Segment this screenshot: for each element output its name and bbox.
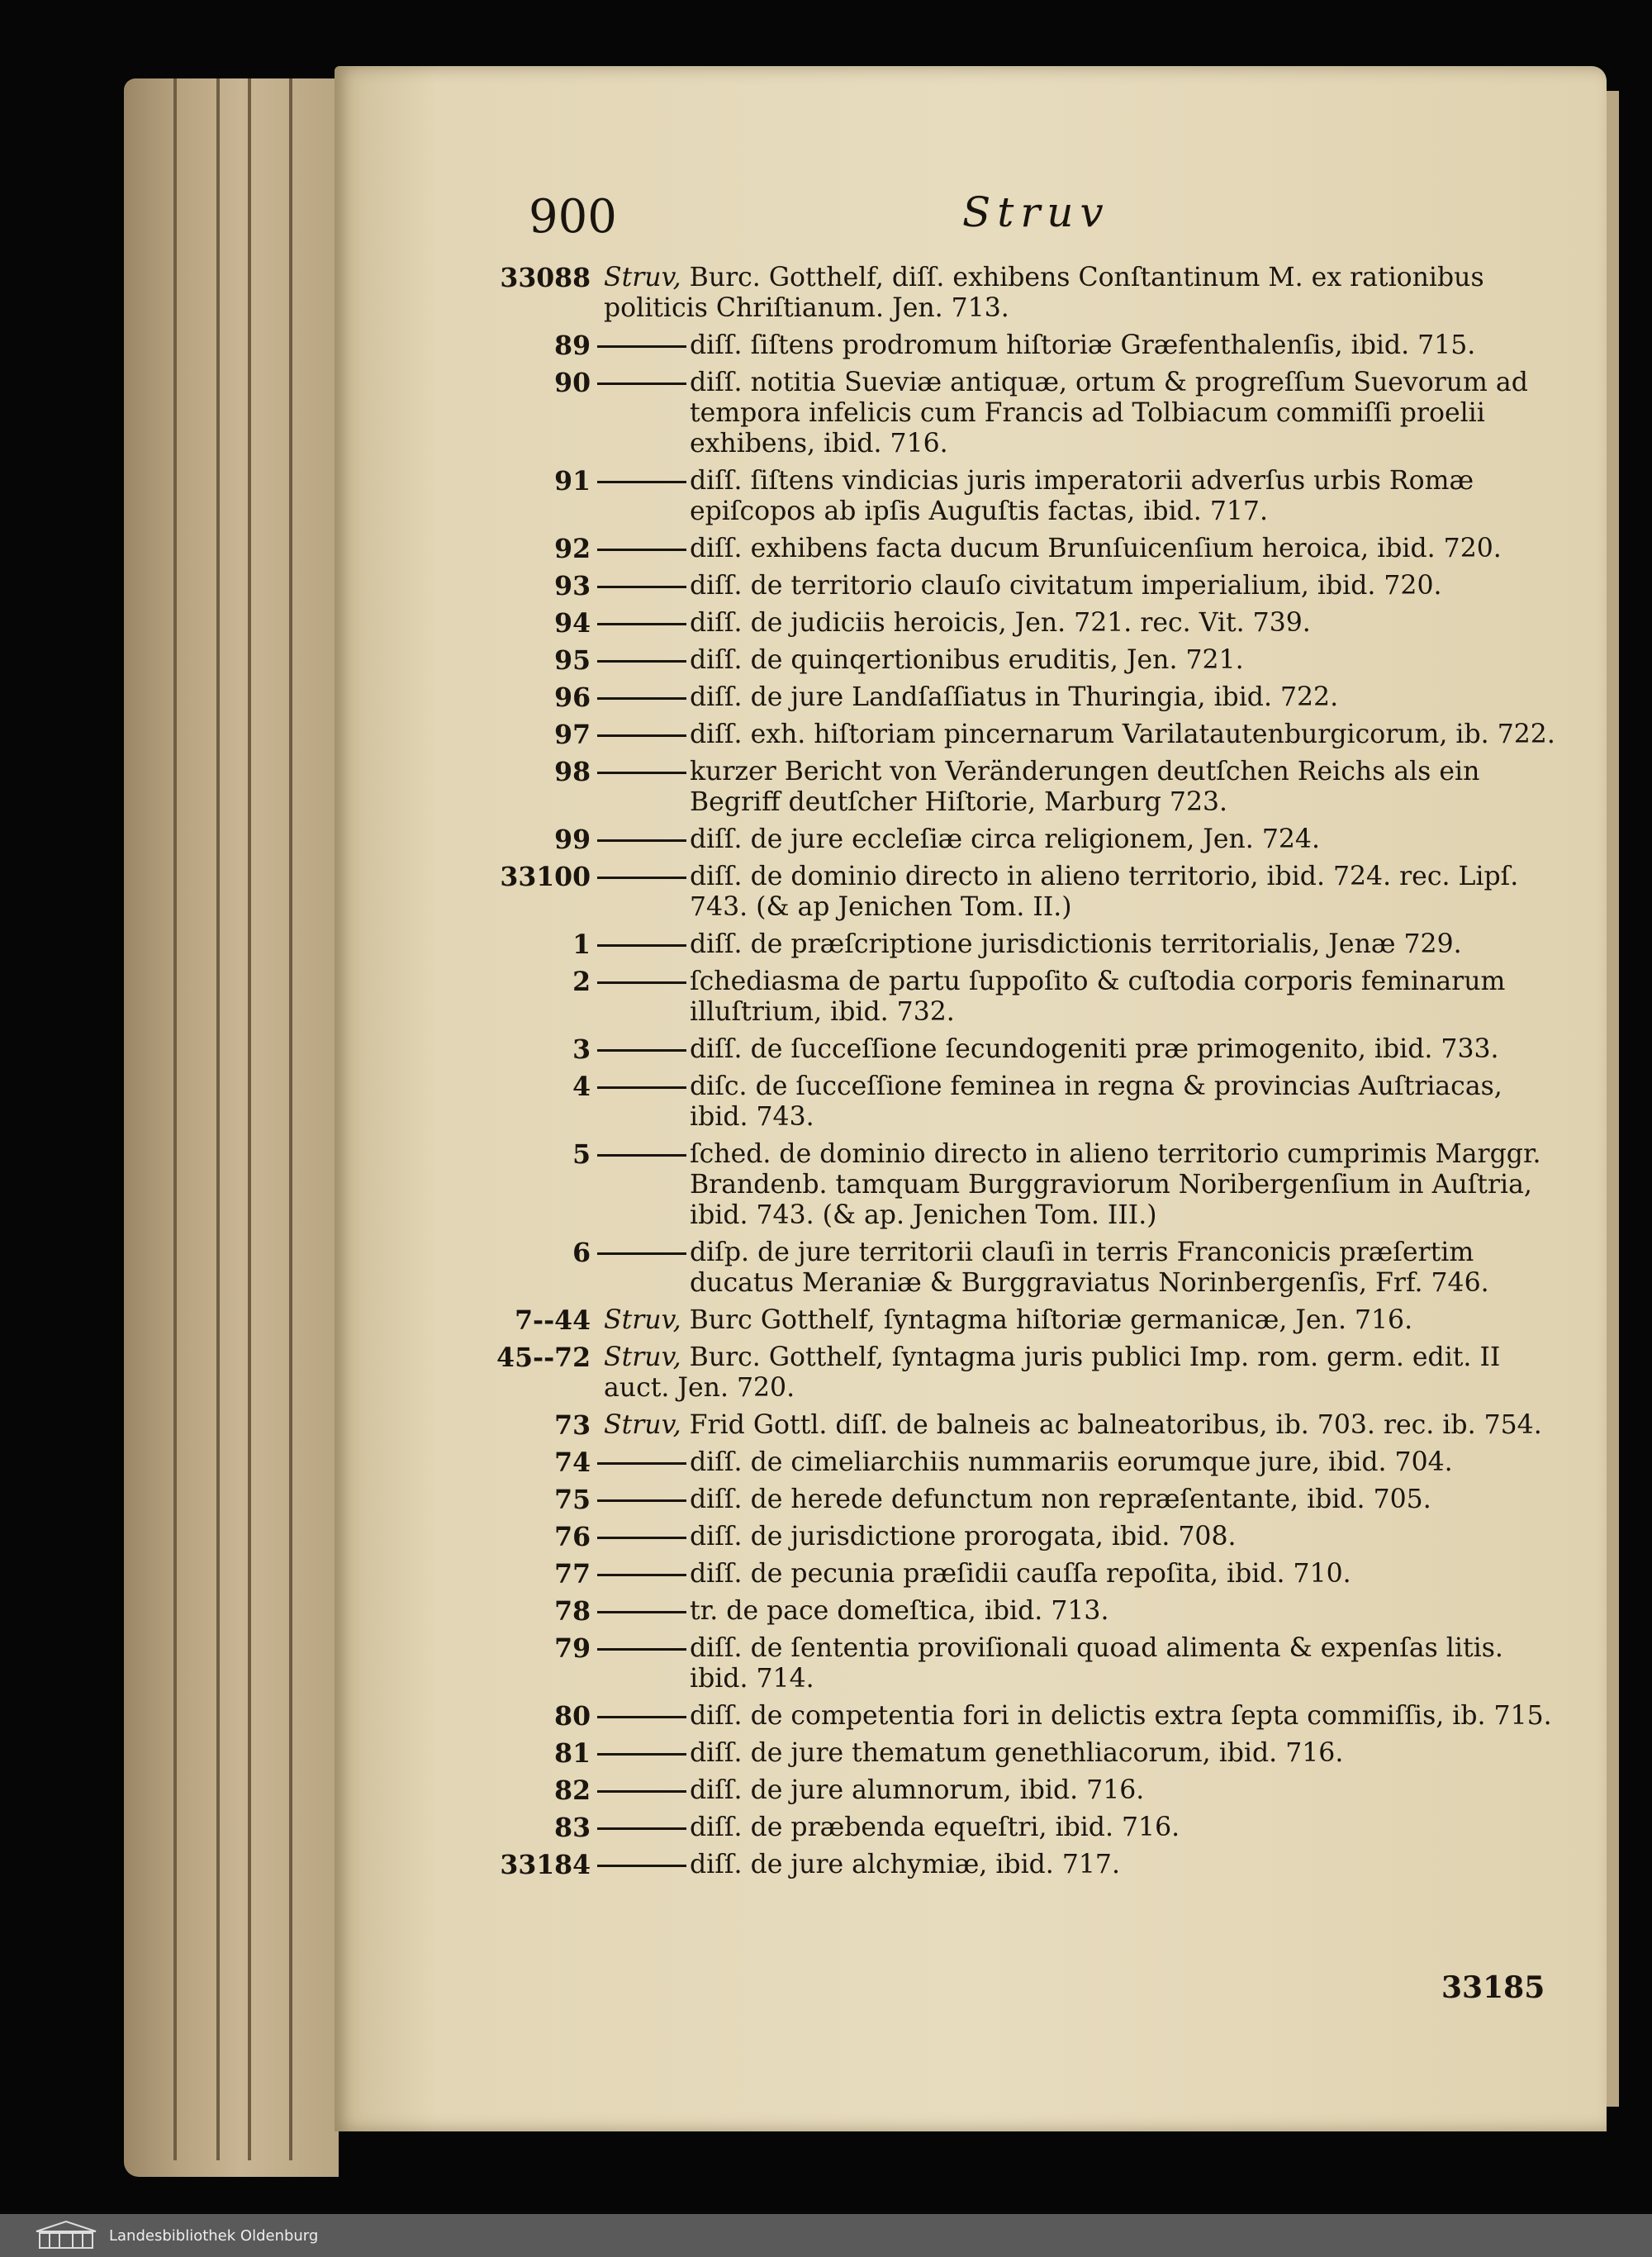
- entry-title: ſched. de dominio directo in alieno territorio cumprimis Marggr. Brandenb. tamquam Burggraviorum Noribergenſium in Auſtria, ibid. 743. (& ap. Jenichen Tom. III.): [690, 1139, 1541, 1230]
- entry-number: 4: [572, 1071, 591, 1102]
- entry-title: diſſ. de herede defunctum non repræſentante, ibid. 705.: [690, 1485, 1431, 1514]
- ditto-dash: [597, 839, 686, 842]
- entry-text: [690, 824, 1561, 855]
- entry-title: diſſ. de jure alchymiæ, ibid. 717.: [690, 1850, 1120, 1879]
- entry-number: 95: [554, 645, 591, 676]
- bibliography-entry: [496, 1738, 1561, 1769]
- catchword: 33185: [1441, 1970, 1545, 2005]
- entry-text: [690, 1596, 1561, 1627]
- entry-number: 93: [554, 571, 591, 601]
- bibliography-entry: [496, 608, 1561, 639]
- entry-text: [690, 1701, 1561, 1732]
- entry-number: 2: [572, 967, 591, 997]
- bibliography-entry: [496, 682, 1561, 713]
- ditto-dash: [597, 1252, 686, 1255]
- entry-number: 79: [554, 1633, 591, 1664]
- entry-number: 94: [554, 608, 591, 639]
- entry-number: 89: [554, 330, 591, 361]
- ditto-dash: [597, 1499, 686, 1502]
- entry-number: 80: [554, 1701, 591, 1732]
- entry-text: [690, 1139, 1561, 1231]
- ditto-dash: [597, 1537, 686, 1539]
- entry-author: Struv,: [604, 1305, 681, 1335]
- bibliography-entry: [496, 466, 1561, 527]
- bibliography-entry: [496, 645, 1561, 676]
- entry-title: Burc Gotthelf, ſyntagma hiſtoriæ germanicæ, Jen. 716.: [689, 1305, 1413, 1335]
- entry-number: 75: [554, 1485, 591, 1515]
- ditto-dash: [597, 1865, 686, 1867]
- bibliography-entry: [496, 263, 1561, 324]
- entry-title: ſchediasma de partu ſuppoſito & cuſtodia corporis feminarum illuſtrium, ibid. 732.: [690, 967, 1506, 1027]
- entry-title: diſſ. de jurisdictione prorogata, ibid. 708.: [690, 1522, 1237, 1551]
- entry-author: Struv,: [604, 1342, 681, 1372]
- entry-title: diſſ. de jure alumnorum, ibid. 716.: [690, 1775, 1145, 1805]
- entry-title: diſſ. ſiſtens prodromum hiſtoriæ Græfenthalenſis, ibid. 715.: [690, 330, 1476, 360]
- entry-text: [690, 1238, 1561, 1299]
- entry-text: [690, 1850, 1561, 1880]
- entry-number: 81: [554, 1738, 591, 1769]
- entry-number: 5: [572, 1139, 591, 1170]
- entry-text: [690, 1813, 1561, 1843]
- ditto-dash: [597, 1611, 686, 1613]
- entry-number: 82: [554, 1775, 591, 1806]
- entry-text: [690, 1633, 1561, 1694]
- entry-title: diſſ. de jure thematum genethliacorum, ibid. 716.: [690, 1738, 1344, 1768]
- ditto-dash: [597, 734, 686, 737]
- ditto-dash: [597, 1086, 686, 1089]
- page-edge-line: [289, 78, 292, 2160]
- entry-text: [690, 368, 1561, 459]
- bibliography-entry: [496, 1238, 1561, 1299]
- ditto-dash: [597, 383, 686, 385]
- page-title: Struv: [962, 188, 1110, 236]
- entry-title: diſſ. exhibens facta ducum Brunſuicenſium heroica, ibid. 720.: [690, 534, 1502, 563]
- bibliography-entry: [496, 1559, 1561, 1589]
- bibliography-entry: [496, 571, 1561, 601]
- entry-title: kurzer Bericht von Veränderungen deutſchen Reichs als ein Begriff deutſcher Hiſtorie, Marburg 723.: [690, 757, 1480, 817]
- bibliography-entry: [496, 1447, 1561, 1478]
- bibliography-entry: [496, 1522, 1561, 1552]
- entry-number: 91: [554, 466, 591, 497]
- library-name: Landesbibliothek Oldenburg: [109, 2226, 319, 2245]
- page-edge-line: [173, 78, 177, 2160]
- entry-text: [604, 263, 1561, 324]
- bibliography-entry: [496, 1071, 1561, 1133]
- bibliography-entry: [496, 1813, 1561, 1843]
- page-edge-line: [248, 78, 251, 2160]
- entry-text: [690, 1775, 1561, 1806]
- ditto-dash: [597, 345, 686, 348]
- entry-text: [690, 682, 1561, 713]
- bibliography-entry: [496, 534, 1561, 564]
- entry-number: 73: [554, 1410, 591, 1441]
- ditto-dash: [597, 1462, 686, 1465]
- ditto-dash: [597, 549, 686, 551]
- entry-title: diſſ. exh. hiſtoriam pincernarum Varilatautenburgicorum, ib. 722.: [690, 720, 1555, 749]
- entry-text: [604, 1342, 1561, 1404]
- bibliography-entry: [496, 967, 1561, 1028]
- entry-title: diſſ. de cimeliarchiis nummariis eorumque jure, ibid. 704.: [690, 1447, 1453, 1477]
- entry-title: diſſ. de competentia fori in delictis extra ſepta commiſſis, ib. 715.: [690, 1701, 1552, 1731]
- entry-text: [690, 1485, 1561, 1515]
- page-number: 900: [529, 190, 617, 244]
- ditto-dash: [597, 1753, 686, 1756]
- ditto-dash: [597, 1049, 686, 1052]
- entry-title: diſſ. de pecunia præſidii cauſſa repoſita, ibid. 710.: [690, 1559, 1351, 1589]
- entry-text: [690, 1447, 1561, 1478]
- ditto-dash: [597, 1648, 686, 1651]
- entry-title: diſſ. de ſucceſſione ſecundogeniti præ primogenito, ibid. 733.: [690, 1034, 1499, 1064]
- bibliography-entry: [496, 1410, 1561, 1441]
- entry-text: [690, 929, 1561, 960]
- entry-number: 92: [554, 534, 591, 564]
- bibliography-entry: [496, 1596, 1561, 1627]
- entry-number: 90: [554, 368, 591, 398]
- entry-title: diſp. de jure territorii clauſi in terris Franconicis præſertim ducatus Meraniæ & Burggraviatus Norinbergenſis, Frf. 746.: [690, 1238, 1489, 1298]
- entry-text: [690, 1738, 1561, 1769]
- entry-number: 33100: [500, 862, 591, 892]
- entry-number: 33184: [500, 1850, 591, 1880]
- entry-author: Struv,: [604, 263, 681, 292]
- bibliography-entry: [496, 929, 1561, 960]
- entry-text: [690, 1034, 1561, 1065]
- ditto-dash: [597, 1790, 686, 1793]
- entry-number: 45--72: [496, 1342, 591, 1373]
- entry-title: diſſ. de ſententia proviſionali quoad alimenta & expenſas litis. ibid. 714.: [690, 1633, 1503, 1694]
- entry-number: 99: [554, 824, 591, 855]
- entry-text: [690, 757, 1561, 818]
- entry-title: diſſ. notitia Sueviæ antiquæ, ortum & progreſſum Suevorum ad tempora infelicis cum Francis ad Tolbiacum commiſſi proelii exhibens, ibid. 716.: [690, 368, 1528, 459]
- entry-text: [690, 1522, 1561, 1552]
- bibliography-entry: [496, 1139, 1561, 1231]
- ditto-dash: [597, 1154, 686, 1157]
- bibliography-entry: [496, 1305, 1561, 1336]
- bibliography-entry: [496, 1034, 1561, 1065]
- entry-number: 33088: [500, 263, 591, 293]
- page-edge-line: [216, 78, 220, 2160]
- entry-title: Burc. Gotthelf, diſſ. exhibens Conſtantinum M. ex rationibus politicis Chriſtianum. Jen. 713.: [604, 263, 1484, 323]
- entry-title: diſc. de ſucceſſione feminea in regna & provincias Auſtriacas, ibid. 743.: [690, 1071, 1502, 1132]
- ditto-dash: [597, 1716, 686, 1718]
- entry-text: [690, 967, 1561, 1028]
- entry-number: 76: [554, 1522, 591, 1552]
- bibliography-entry: [496, 824, 1561, 855]
- bibliography-entry: [496, 1485, 1561, 1515]
- entry-text: [690, 645, 1561, 676]
- bibliography-list: [496, 263, 1561, 1887]
- bibliography-entry: [496, 1633, 1561, 1694]
- entry-number: 77: [554, 1559, 591, 1589]
- entry-number: 78: [554, 1596, 591, 1627]
- ditto-dash: [597, 877, 686, 879]
- entry-title: diſſ. ſiſtens vindicias juris imperatorii adverſus urbis Romæ epiſcopos ab ipſis Auguſtis factas, ibid. 717.: [690, 466, 1474, 526]
- book-page-edges: [124, 78, 339, 2177]
- entry-title: diſſ. de præbenda equeſtri, ibid. 716.: [690, 1813, 1180, 1842]
- bibliography-entry: [496, 1850, 1561, 1880]
- ditto-dash: [597, 481, 686, 483]
- entry-text: [604, 1410, 1561, 1441]
- ditto-dash: [597, 623, 686, 625]
- bibliography-entry: [496, 330, 1561, 361]
- entry-text: [690, 1559, 1561, 1589]
- entry-author: Struv,: [604, 1410, 681, 1440]
- entry-text: [690, 330, 1561, 361]
- entry-number: 3: [572, 1034, 591, 1065]
- entry-text: [690, 862, 1561, 923]
- bibliography-entry: [496, 862, 1561, 923]
- bibliography-entry: [496, 1342, 1561, 1404]
- ditto-dash: [597, 586, 686, 588]
- entry-title: diſſ. de dominio directo in alieno territorio, ibid. 724. rec. Lipſ. 743. (& ap Jenichen Tom. II.): [690, 862, 1519, 922]
- entry-number: 7--44: [515, 1305, 591, 1336]
- entry-number: 6: [572, 1238, 591, 1268]
- ditto-dash: [597, 660, 686, 663]
- footer-bar: [0, 2214, 1652, 2257]
- ditto-dash: [597, 1574, 686, 1576]
- ditto-dash: [597, 1827, 686, 1830]
- entry-title: diſſ. de judiciis heroicis, Jen. 721. rec. Vit. 739.: [690, 608, 1311, 638]
- entry-title: Burc. Gotthelf, ſyntagma juris publici Imp. rom. germ. edit. II auct. Jen. 720.: [604, 1342, 1501, 1403]
- entry-title: Frid Gottl. diſſ. de balneis ac balneatoribus, ib. 703. rec. ib. 754.: [689, 1410, 1542, 1440]
- entry-title: diſſ. de jure Landſaſſiatus in Thuringia, ibid. 722.: [690, 682, 1339, 712]
- entry-title: diſſ. de territorio clauſo civitatum imperialium, ibid. 720.: [690, 571, 1442, 601]
- entry-text: [690, 720, 1561, 750]
- bibliography-entry: [496, 1775, 1561, 1806]
- entry-text: [690, 1071, 1561, 1133]
- bibliography-entry: [496, 720, 1561, 750]
- entry-text: [690, 534, 1561, 564]
- ditto-dash: [597, 981, 686, 984]
- bibliography-entry: [496, 368, 1561, 459]
- entry-number: 1: [572, 929, 591, 960]
- entry-number: 83: [554, 1813, 591, 1843]
- ditto-dash: [597, 697, 686, 700]
- entry-number: 96: [554, 682, 591, 713]
- entry-title: diſſ. de jure eccleſiæ circa religionem, Jen. 724.: [690, 824, 1320, 854]
- bibliography-entry: [496, 757, 1561, 818]
- entry-text: [690, 608, 1561, 639]
- ditto-dash: [597, 944, 686, 947]
- library-building-icon: [33, 2220, 99, 2251]
- entry-number: 98: [554, 757, 591, 787]
- entry-title: diſſ. de quinqertionibus eruditis, Jen. 721.: [690, 645, 1244, 675]
- entry-number: 97: [554, 720, 591, 750]
- entry-title: diſſ. de præſcriptione jurisdictionis territorialis, Jenæ 729.: [690, 929, 1462, 959]
- entry-text: [690, 466, 1561, 527]
- entry-text: [690, 571, 1561, 601]
- entry-text: [604, 1305, 1561, 1336]
- entry-number: 74: [554, 1447, 591, 1478]
- ditto-dash: [597, 772, 686, 774]
- entry-title: tr. de pace domeſtica, ibid. 713.: [690, 1596, 1109, 1626]
- bibliography-entry: [496, 1701, 1561, 1732]
